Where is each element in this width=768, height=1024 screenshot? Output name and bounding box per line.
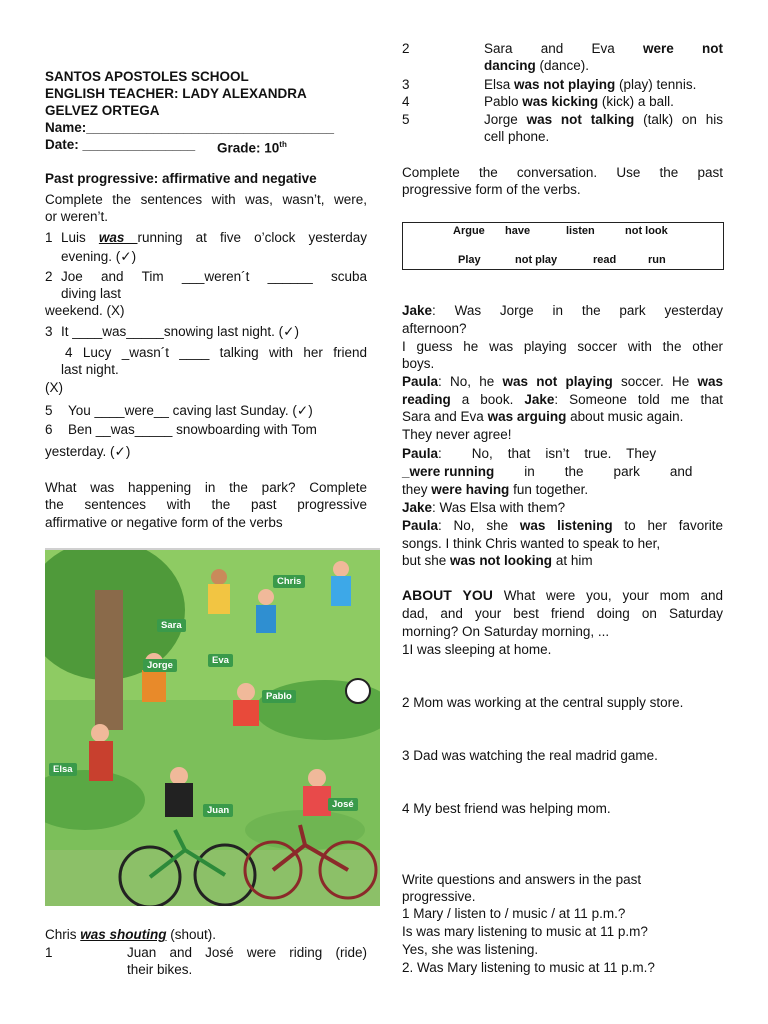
answer: reading [402,392,451,407]
teacher-line-2: GELVEZ ORTEGA [45,103,160,118]
item-text [484,76,696,93]
line-text: but she [402,553,451,568]
about-answer-1: 1I was sleeping at home. [402,642,552,657]
exercise-item-3 [45,323,367,340]
line-text-2: to her favorite [612,518,723,533]
item-verb: (kick) a ball. [598,94,674,109]
about-text: What were you, your mom and [492,588,723,603]
line-text: : No, that isn’t true. They [438,446,657,461]
item-number: 3 [45,324,53,339]
item-answer: was not playing [514,77,616,92]
name-field: Name:_________________________________ [45,120,335,135]
questions-line-2: progressive. [402,889,476,904]
item-text-a: Pablo [484,94,523,109]
item-text [61,229,367,246]
exercise-item-1-cont: evening. (✓) [61,249,137,264]
label-sara: Sara [157,619,186,632]
grade-sup: th [279,140,287,149]
speaker: Jake [402,303,433,318]
conv-line-5 [402,373,723,390]
speaker: Paula [402,446,439,461]
section3-instr-1: Complete the conversation. Use the past [402,165,723,180]
label-eva: Eva [208,654,233,667]
park-item-5-cont: cell phone. [484,129,550,144]
exercise-item-4: 4 Lucy _wasn´t ____ talking with her friend [65,345,367,360]
line-text: : No, he [438,374,503,389]
about-heading: ABOUT YOU [402,587,493,603]
label-jose: José [328,798,358,811]
exercise-item-2-cont2: weekend. (X) [45,303,125,318]
speaker: Paula [402,374,439,389]
exercise-item-5 [45,402,367,419]
conv-line-10 [402,463,723,480]
item-number: 2 [45,269,53,284]
questions-line-6: 2. Was Mary listening to music at 11 p.m.? [402,960,655,975]
section3-instr-2: progressive form of the verbs. [402,182,581,197]
speaker: Paula [402,518,439,533]
item-number: 4 [402,94,410,109]
exercise-item-1 [45,229,367,246]
item-text-a: Elsa [484,77,515,92]
park-item-5 [402,111,723,128]
item-text: You ____were__ caving last Sunday. (✓) [68,403,313,418]
park-scene [45,550,380,906]
example-answer: was shouting [80,927,167,942]
answer: was not looking [450,553,553,568]
item-answer-cont: dancing [484,58,536,73]
answer-2: was [697,374,724,389]
label-jorge: Jorge [143,659,177,672]
example-text: Chris [45,927,81,942]
exercise-item-2-cont: diving last [61,286,122,301]
park-item-2 [402,40,723,57]
exercise-item-4-cont2: (X) [45,380,63,395]
conv-line-8: They never agree! [402,427,512,442]
about-answer-3: 3 Dad was watching the real madrid game. [402,748,658,763]
example-verb: (shout). [166,927,217,942]
school-name: SANTOS APOSTOLES SCHOOL [45,69,249,84]
item-answer: was kicking [522,94,599,109]
park-illustration [45,548,380,906]
section2-instr-3: affirmative or negative form of the verbs [45,515,283,530]
label-pablo: Pablo [262,690,296,703]
item-text: Joe and Tim ___weren´t ______ scuba [61,269,367,284]
item-answer: was not talking [526,112,635,127]
verb-play: Play [458,254,481,266]
item-number: 1 [45,945,53,960]
item-text: Juan and José were riding (ride) [127,945,367,960]
item-text [484,93,674,110]
section1-instr-2: or weren’t. [45,209,109,224]
date-grade-line [45,136,367,156]
conv-line-15 [402,552,723,569]
exercise-item-4-cont: last night. [61,362,119,377]
answer-was: was [98,230,138,245]
item-text: Ben __was_____ snowboarding with Tom [68,422,317,437]
line-text: a book. [450,392,525,407]
conv-line-9 [402,445,723,462]
about-answer-4: 4 My best friend was helping mom. [402,801,611,816]
about-line-2: dad, and your best friend doing on Saturday [402,606,723,621]
exercise-item-2 [45,268,367,285]
questions-line-4: Is was mary listening to music at 11 p.m? [402,924,648,939]
section2-instr-2: the sentences with the past progressive [45,497,367,512]
item-number: 3 [402,77,410,92]
questions-line-1: Write questions and answers in the past [402,872,642,887]
item-number: 6 [45,422,53,437]
item-number: 5 [45,403,53,418]
questions-line-3: 1 Mary / listen to / music / at 11 p.m.? [402,906,626,921]
questions-line-5: Yes, she was listening. [402,942,539,957]
item-text-a: Luis [61,230,99,245]
conv-line-6 [402,391,723,408]
grade-text: Grade: 10 [217,140,280,156]
about-answer-2: 2 Mom was working at the central supply store. [402,695,684,710]
label-elsa: Elsa [49,763,77,776]
line-text-2: soccer. He [612,374,698,389]
item-verb: (talk) on his [634,112,723,127]
item-verb: (dance). [535,58,590,73]
label-chris: Chris [273,575,305,588]
exercise-item-6-cont: yesterday. (✓) [45,444,131,459]
conv-line-4: boys. [402,356,435,371]
line-text: in the park and [494,464,693,479]
exercise-item-6 [45,421,367,438]
item-number: 2 [402,41,410,56]
conv-line-2: afternoon? [402,321,467,336]
answer: was listening [519,518,613,533]
line-text-2: fun together. [509,482,589,497]
line-text: : Was Jorge in the park yesterday [432,303,723,318]
verb-argue: Argue [453,225,485,237]
item-verb: (play) tennis. [615,77,697,92]
line-text: : No, she [438,518,520,533]
verb-have: have [505,225,531,237]
date-field: Date: _______________ [45,137,196,152]
section1-instr-1: Complete the sentences with was, wasn’t, were, [45,192,367,207]
park-item-3 [402,76,723,93]
line-text: : Was Elsa with them? [432,500,566,515]
verb-read: read [593,254,617,266]
example-sentence [45,926,367,943]
item-number: 1 [45,230,53,245]
answer: were having [431,482,510,497]
section1-title: Past progressive: affirmative and negative [45,171,317,186]
item-text [484,111,723,128]
item-text [484,40,723,57]
line-text: Sara and Eva [402,409,488,424]
park-item-1-cont: their bikes. [127,962,193,977]
speaker: Jake [524,392,555,407]
teacher-line-1: ENGLISH TEACHER: LADY ALEXANDRA [45,86,307,101]
speaker: Jake [402,500,433,515]
park-item-1 [45,944,367,961]
item-text: It ____was_____snowing last night. (✓) [61,324,299,339]
verb-run: run [648,254,666,266]
verb-not-look: not look [625,225,668,237]
about-line-1 [402,587,723,604]
item-text-a: Sara and Eva [484,41,643,56]
line-text-2: at him [552,553,593,568]
label-juan: Juan [203,804,233,817]
conv-line-7 [402,408,723,425]
line-text: they [402,482,432,497]
answer: was arguing [487,409,567,424]
item-answer: were not [643,41,723,56]
conv-line-11 [402,481,723,498]
item-text-b: running at five o’clock yesterday [137,230,367,245]
answer: _were running [402,464,495,479]
conv-line-1 [402,302,723,319]
conv-line-13 [402,517,723,534]
park-item-4 [402,93,723,110]
line-text-2: about music again. [566,409,684,424]
conv-line-14: songs. I think Chris wanted to speak to her, [402,536,661,551]
verb-box [402,222,724,270]
section2-instr-1: What was happening in the park? Complete [45,480,367,495]
grade-field [217,136,287,157]
conv-line-3: I guess he was playing soccer with the other [402,339,723,354]
item-number: 5 [402,112,410,127]
park-item-2-cont [484,57,723,74]
conv-line-12 [402,499,723,516]
verb-not-play: not play [515,254,558,266]
about-line-3: morning? On Saturday morning, ... [402,624,610,639]
answer: was not playing [502,374,613,389]
line-text-2: : Someone told me that [554,392,723,407]
verb-listen: listen [566,225,595,237]
item-text-a: Jorge [484,112,527,127]
